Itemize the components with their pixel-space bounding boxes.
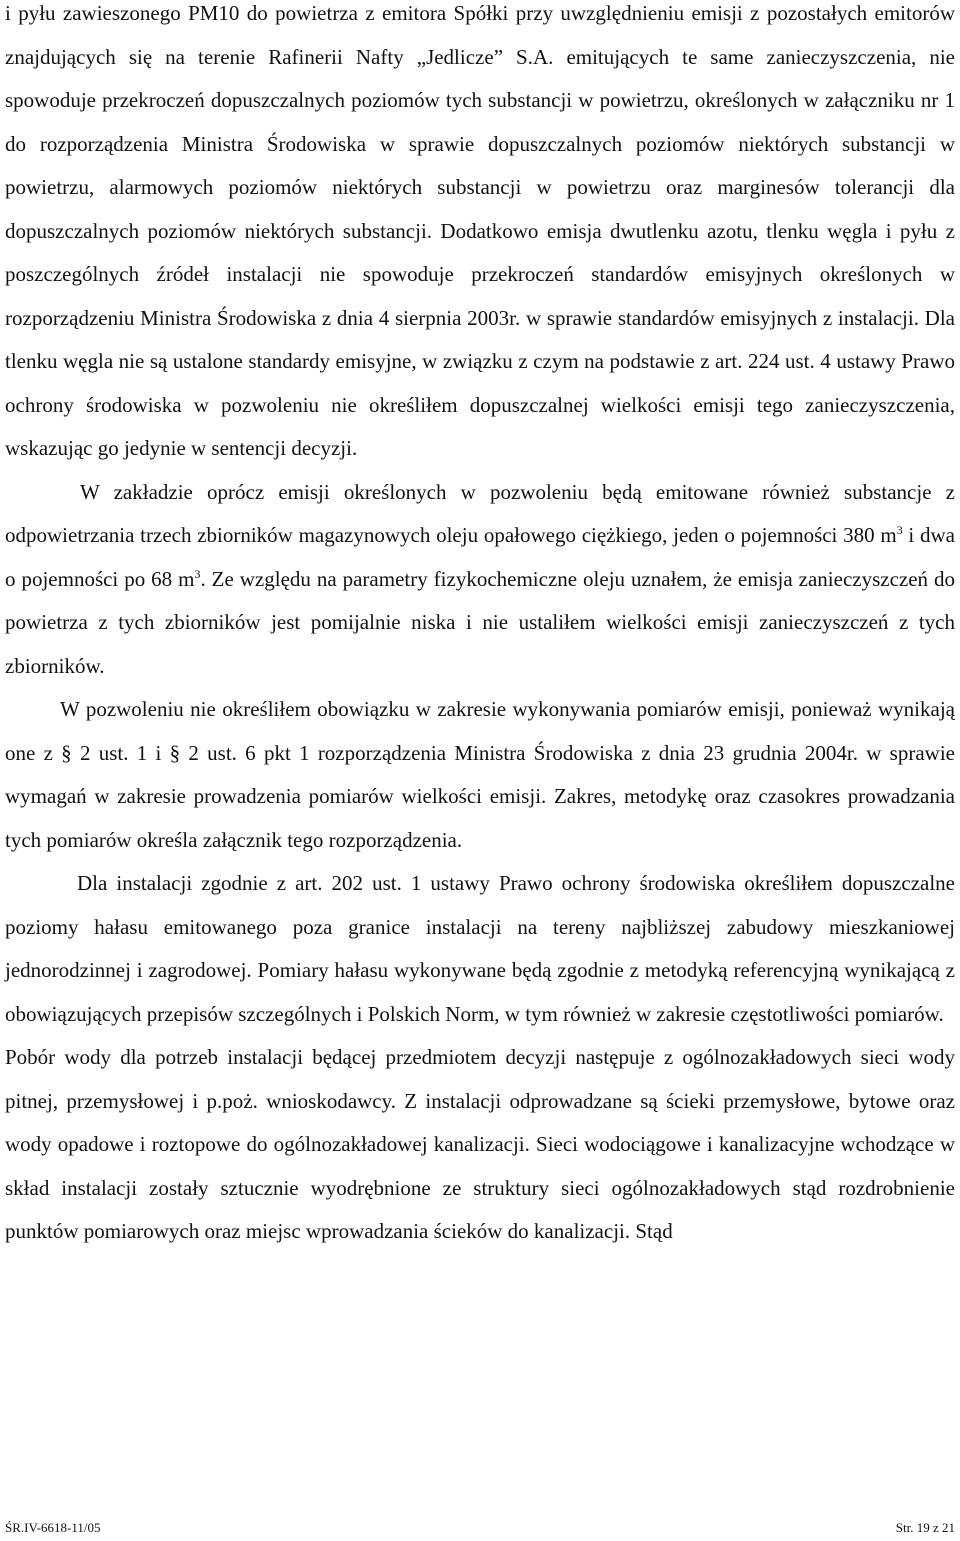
paragraph-measurement-obligation: W pozwoleniu nie określiłem obowiązku w zakresie wykonywania pomiarów emisji, ponieważ wynikają one z § 2 ust. 1 i § 2 ust. 6 pkt 1 rozporządzenia Ministra Środowiska z dnia 23 grudnia 2004r. w sprawie wymagań w zakresie prowadzenia pomiarów wielkości emisji. Zakres, metodykę oraz czasokres prowadzania tych pomiarów określa załącznik tego rozporządzenia. — [5, 697, 955, 852]
paragraph-noise-levels: Dla instalacji zgodnie z art. 202 ust. 1 ustawy Prawo ochrony środowiska określiłem dopuszczalne poziomy hałasu emitowanego poza granice instalacji na tereny najbliższej zabudowy mieszkaniowej jednorodzinnej i zagrodowej. Pomiary hałasu wykonywane będą zgodnie z metodyką referencyjną wynikającą z obowiązujących przepisów szczególnych i Polskich Norm, w tym również w zakresie częstotliwości pomiarów. — [5, 871, 955, 1026]
document-reference: ŚR.IV-6618-11/05 — [5, 1520, 101, 1535]
cubic-superscript-2: 3 — [194, 566, 201, 581]
cubic-superscript-1: 3 — [896, 523, 903, 537]
tank-text-part-1: W zakładzie oprócz emisji określonych w pozwoleniu będą emitowane również substancje z odpowietrzania trzech zbiorników magazynowych oleju opałowego ciężkiego, jeden o pojemności 380 m — [5, 479, 955, 547]
tank-text-part-2: i dwa o pojemności po 68 m — [5, 523, 955, 591]
paragraph-tank-emissions — [5, 471, 955, 689]
tank-text-part-3: . Ze względu na parametry fizykochemiczne oleju uznałem, że emisja zanieczyszczeń do powietrza z tych zbiorników jest pomijalnie niska i nie ustaliłem wielkości emisji zanieczyszczeń z tych zbiorników. — [5, 566, 956, 678]
document-page — [5, 0, 955, 1254]
paragraph-emission-assessment: i pyłu zawieszonego PM10 do powietrza z emitora Spółki przy uwzględnieniu emisji z pozostałych emitorów znajdujących się na terenie Rafinerii Nafty „Jedlicze” S.A. emitujących te same zanieczyszczenia, nie spowoduje przekroczeń dopuszczalnych poziomów tych substancji w powietrzu, określonych w załączniku nr 1 do rozporządzenia Ministra Środowiska w sprawie dopuszczalnych poziomów niektórych substancji w powietrzu, alarmowych poziomów niektórych substancji w powietrzu oraz marginesów tolerancji dla dopuszczalnych poziomów niektórych substancji. Dodatkowo emisja dwutlenku azotu, tlenku węgla i pyłu z poszczególnych źródeł instalacji nie spowoduje przekroczeń standardów emisyjnych określonych w rozporządzeniu Ministra Środowiska z dnia 4 sierpnia 2003r. w sprawie standardów emisyjnych z instalacji. Dla tlenku węgla nie są ustalone standardy emisyjne, w związku z czym na podstawie z art. 224 ust. 4 ustawy Prawo ochrony środowiska w pozwoleniu nie określiłem dopuszczalnej wielkości emisji tego zanieczyszczenia, wskazując go jedynie w sentencji decyzji. — [5, 1, 955, 460]
page-number: Str. 19 z 21 — [895, 1520, 955, 1535]
paragraph-water-supply: Pobór wody dla potrzeb instalacji będącej przedmiotem decyzji następuje z ogólnozakładowych sieci wody pitnej, przemysłowej i p.poż. wnioskodawcy. Z instalacji odprowadzane są ścieki przemysłowe, bytowe oraz wody opadowe i roztopowe do ogólnozakładowej kanalizacji. Sieci wodociągowe i kanalizacyjne wchodzące w skład instalacji zostały sztucznie wyodrębnione ze struktury sieci ogólnozakładowych stąd rozdrobnienie punktów pomiarowych oraz miejsc wprowadzania ścieków do kanalizacji. Stąd — [5, 1045, 955, 1243]
